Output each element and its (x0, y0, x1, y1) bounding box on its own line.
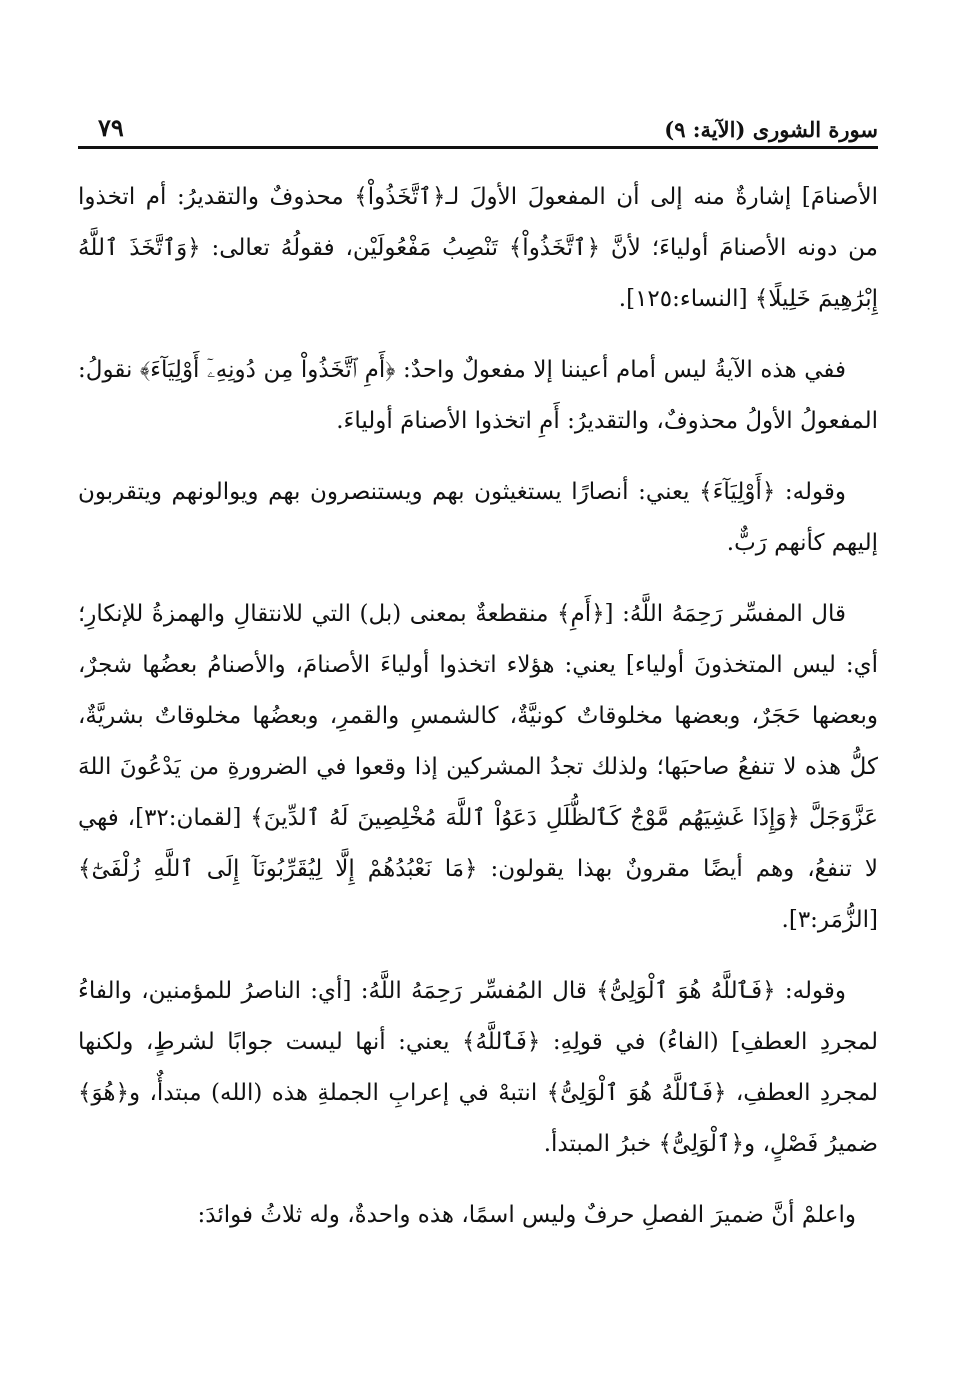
body-text (78, 172, 878, 1241)
running-title: سورة الشورى (الآية: ٩) (664, 117, 878, 142)
paragraph-4: قال المفسِّر رَحِمَهُ اللَّهُ: [﴿أَمِ﴾ منقطعةٌ بمعنى (بل) التي للانتقالِ والهمزةُ للإنكارِ؛ أي: ليس المتخذونَ أولياء] يعني: هؤلاء اتخذوا أولياءَ الأصنامَ، والأصنامُ بعضُها شجرٌ، وبعضها حَجَرٌ، وبعضها مخلوقاتٌ كونيَّةٌ، كالشمسِ والقمرِ، وبعضُها مخلوقاتٌ بشريَّةٌ، كلُّ هذه لا تنفعُ صاحبَها؛ ولذلك تجدُ المشركين إذا وقعوا في الضرورةِ من يَدْعُونَ اللهَ عَزَّوَجَلَّ ﴿وَإِذَا غَشِيَهُم مَّوْجٌ كَٱلظُّلَلِ دَعَوُاْ ٱللَّهَ مُخْلِصِينَ لَهُ ٱلدِّينَ﴾ [لقمان:٣٢]، فهي لا تنفعُ، وهم أيضًا مقرونٌ بهذا يقولون: ﴿مَا نَعْبُدُهُمْ إِلَّا لِيُقَرِّبُونَآ إِلَى ٱللَّهِ زُلْفَىٰٓ﴾ [الزُّمَر:٣]. (78, 601, 878, 933)
paragraph-3: وقوله: ﴿أَوْلِيَآءَ﴾ يعني: أنصارًا يستغيثون بهم ويستنصرون بهم ويوالونهم ويتقربون إليهم كأنهم رَبٌّ. (78, 479, 878, 556)
page-header (78, 110, 878, 149)
paragraph-5: وقوله: ﴿فَٱللَّهُ هُوَ ٱلْوَلِىُّ﴾ قال المُفسِّر رَحِمَهُ اللَّهُ: [أي: الناصرُ للمؤمنين، والفاءُ لمجردِ العطفِ] (الفاءُ) في قولِهِ: ﴿فَٱللَّهُ﴾ يعني: أنها ليست جوابًا لشرطٍ، ولكنها لمجردِ العطفِ، ﴿فَٱللَّهُ هُوَ ٱلْوَلِىُّ﴾ انتبهْ في إعرابِ الجملةِ هذه (الله) مبتدأٌ، و﴿هُوَ﴾ ضميرُ فَصْلٍ، و﴿ٱلْوَلِىُّ﴾ خبرُ المبتدأ. (78, 978, 878, 1157)
paragraph-6: واعلمْ أنَّ ضميرَ الفصلِ حرفٌ وليس اسمًا، هذه واحدةٌ، وله ثلاثُ فوائدَ: (197, 1202, 856, 1228)
paragraph-2: ففي هذه الآيةُ ليس أمام أعيننا إلا مفعولٌ واحدٌ: ﴿أَمِ ٱتَّخَذُواْ مِن دُونِهِۦٓ أَوْلِيَآءَ﴾ نقولُ: المفعولُ الأولُ محذوفٌ، والتقديرُ: أَمِ اتخذوا الأصنامَ أولياءَ. (78, 357, 878, 434)
page-number: ٧٩ (98, 113, 124, 142)
paragraph-1: الأصنامَ] إشارةٌ منه إلى أن المفعولَ الأولَ لـ﴿ٱتَّخَذُواْ﴾ محذوفٌ والتقديرُ: أم اتخذوا من دونه الأصنامَ أولياءَ؛ لأنَّ ﴿ٱتَّخَذُواْ﴾ تَنْصِبُ مَفْعُولَيْن، فقولُهُ تعالى: ﴿وَٱتَّخَذَ ٱللَّهُ إِبْرَٰهِيمَ خَلِيلًا﴾ [النساء:١٢٥]. (78, 184, 878, 312)
